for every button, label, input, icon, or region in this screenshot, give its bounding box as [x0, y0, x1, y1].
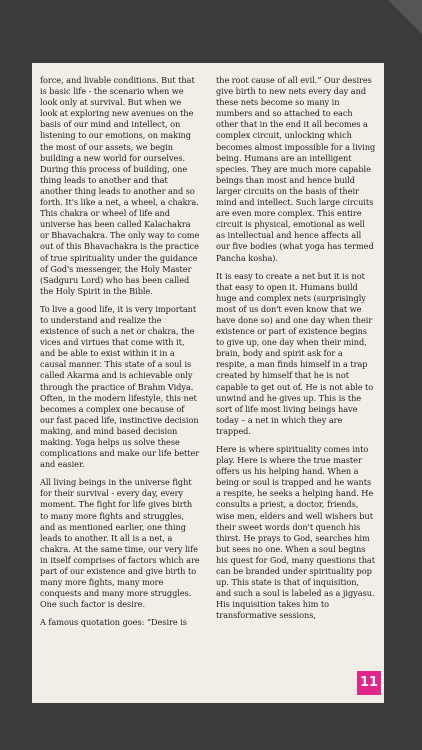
- page-curl-corner: [388, 0, 422, 34]
- page-number-badge: 11: [357, 671, 381, 695]
- paragraph: It is easy to create a net but it is not that easy to open it. Humans build huge and complex nets (surprisingly most of us don't even know that we have done so) and one day when their existence or part of existence begins to give up, one day when their mind, brain, body and spirit ask for a respite, a man finds himself in a trap created by himself that he is not capable to get out of. He is not able to unwind and he gives up. This is the sort of life most living beings have today – a net in which they are trapped.: [216, 270, 374, 436]
- paragraph: A famous quotation goes: “Desire is: [40, 617, 187, 628]
- paragraph: To live a good life, it is very important to understand and realize the existence of such a net or chakra, the vices and virtues that come with it, and be able to exist within it in a causal manner. This state of a soul is called Akarma and is achievable only through the practice of Brahm Vidya. Often, in the modern lifestyle, this net becomes a complex one because of our fast paced life, instinctive decision making, and mind based decision making. Yoga helps us solve these complications and make our life better and easier.: [40, 303, 200, 470]
- magazine-page: [32, 63, 384, 703]
- paragraph: force, and livable conditions. But that is basic life - the scenario when we look only at survival. But when we look at exploring new avenues on the basis of our mind and intellect, on listening to our emotions, on making the most of our assets, we begin building a new world for ourselves. During this process of building, one thing leads to another and that another thing leads to another and so forth. It's like a net, a wheel, a chakra. This chakra or wheel of life and universe has been called Kalachakra or Bhavachakra. The only way to come out of this Bhavachakra is the practice of true spirituality under the guidance of God's messenger, the Holy Master (Sadguru Lord) who has been called the Holy Spirit in the Bible.: [40, 75, 200, 296]
- paragraph: Here is where spirituality comes into play. Here is where the true master offers us his helping hand. When a being or soul is trapped and he wants a respite, he seeks a helping hand. He consults a priest, a doctor, friends, wise men, elders and well wishers but their sweet words don't quench his thirst. He prays to God, searches him but sees no one. When a soul begins his quest for God, many questions that can be branded under spirituality pop up. This state is that of inquisition, and such a soul is labeled as a jigyasu. His inquisition takes him to transformative sessions,: [216, 444, 376, 621]
- text-column-right: [216, 75, 376, 636]
- paragraph: All living beings in the universe fight for their survival - every day, every moment. The fight for life gives birth to many more fights and struggles, and as mentioned earlier, one thing leads to another. It all is a net, a chakra. At the same time, our very life in itself comprises of factors which are part of our existence and give birth to many more fights, many more conquests and many more struggles. One such factor is desire.: [40, 477, 200, 610]
- text-column-left: [40, 75, 200, 636]
- paragraph: the root cause of all evil.” Our desires give birth to new nets every day and these nets become so many in numbers and so attached to each other that in the end it all becomes a complex circuit, unlocking which becomes almost impossible for a living being. Humans are an intelligent species. They are much more capable beings than most and hence build larger circuits on the basis of their mind and intellect. Such large circuits are even more complex. This entire circuit is physical, emotional as well as intellectual and hence affects all our five bodies (what yoga has termed Pancha kosha).: [216, 75, 376, 263]
- text-columns: [40, 75, 376, 636]
